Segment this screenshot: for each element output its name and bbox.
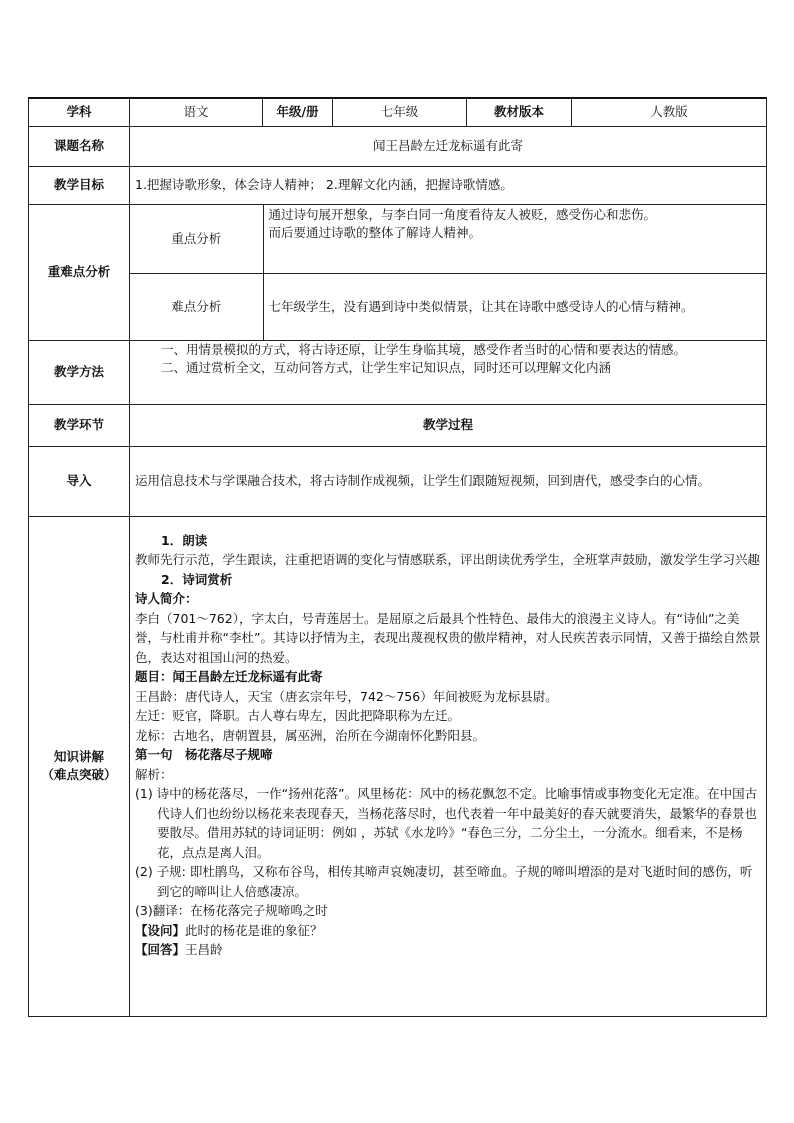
- focus-line-1: 通过诗句展开想象，与李白同一角度看待友人被贬，感受伤心和悲伤。: [268, 206, 657, 222]
- method-line-1: 一、用情景模拟的方式，将古诗还原，让学生身临其境，感受作者当时的心情和要表达的情感。: [161, 341, 687, 357]
- methods-label: 教学方法: [29, 340, 130, 404]
- zuoqian-note: 左迁：贬官，降职。古人尊右卑左，因此把降职称为左迁。: [135, 708, 461, 723]
- grade-value: 七年级: [333, 98, 467, 126]
- intro-row: [29, 446, 767, 516]
- intro-label: 导入: [29, 446, 130, 516]
- answer-tag: 【回答】: [135, 942, 186, 957]
- analysis-label: 解析：: [135, 766, 173, 782]
- process-label: 教学过程: [130, 404, 767, 446]
- methods-row: [29, 340, 767, 404]
- key-points-row: [29, 204, 767, 340]
- answer: [135, 940, 761, 960]
- subject-value: 语文: [130, 98, 263, 126]
- reading-text: 教师先行示范，学生跟读，注重把语调的变化与情感联系，评出朗读优秀学生，全班掌声鼓励，激发学生学习兴趣: [135, 552, 761, 567]
- knowledge-label-line-1: 知识讲解: [53, 749, 104, 764]
- difficulty-text: 七年级学生，没有遇到诗中类似情景，让其在诗歌中感受诗人的心情与精神。: [268, 298, 694, 314]
- goals-row: [29, 166, 767, 204]
- reading-title: 1．朗读: [161, 532, 208, 548]
- knowledge-row: [29, 516, 767, 1016]
- wang-changling-note: 王昌龄：唐代诗人，天宝（唐玄宗年号，742～756）年间被贬为龙标县尉。: [135, 688, 558, 704]
- appreciation-title: 2．诗词赏析: [161, 571, 233, 587]
- key-points-inner: [130, 205, 766, 340]
- line-one-title: 第一句 杨花落尽子规啼: [135, 747, 273, 762]
- longbiao-note: 龙标：古地名，唐朝置县，属巫洲，治所在今湖南怀化黔阳县。: [135, 727, 486, 743]
- question: [135, 921, 761, 941]
- topic-title: 题目：闻王昌龄左迁龙标遥有此寄: [135, 669, 323, 684]
- lesson-name-row: [29, 126, 767, 166]
- goals-label: 教学目标: [29, 166, 130, 204]
- answer-text: 王昌龄: [185, 942, 223, 957]
- methods-text: [130, 340, 767, 404]
- poet-text: 李白（701～762），字太白，号青莲居士。是屈原之后最具个性特色、最伟大的浪漫主义诗人。有“诗仙”之美誉，与杜甫并称“李杜”。其诗以抒情为主，表现出蔑视权贵的傲岸精神，对人民疾苦表示同情，又善于描绘自然景色，表达对祖国山河的热爱。: [135, 610, 761, 665]
- lesson-name-label: 课题名称: [29, 126, 130, 166]
- lesson-name-value: 闻王昌龄左迁龙标遥有此寄: [130, 126, 767, 166]
- difficulty-label: 难点分析: [130, 274, 263, 340]
- poet-title: 诗人简介：: [135, 591, 198, 606]
- method-line-2: 二、通过赏析全文，互动问答方式，让学生牢记知识点，同时还可以理解文化内涵: [161, 359, 612, 375]
- knowledge-label: [29, 516, 130, 1016]
- grade-label: 年级/册: [263, 98, 333, 126]
- goals-value: 1.把握诗歌形象，体会诗人精神； 2.理解文化内涵，把握诗歌情感。: [130, 166, 767, 204]
- stage-label: 教学环节: [29, 404, 130, 446]
- analysis-item-2: (2) 子规: 即杜鹃鸟，又称布谷鸟，相传其啼声哀婉凄切，甚至啼血。子规的啼叫増添的是对飞逝时间的感伤，听到它的啼叫让人倍感凄凉。: [135, 864, 753, 899]
- question-tag: 【设问】: [135, 922, 186, 938]
- lesson-plan-table: [28, 97, 767, 1017]
- header-row: [29, 98, 767, 126]
- edition-label: 教材版本: [467, 98, 572, 126]
- key-points-label: 重难点分析: [29, 204, 130, 340]
- focus-label: 重点分析: [130, 205, 263, 274]
- lesson-plan-page: [28, 97, 766, 1017]
- question-text: 此时的杨花是谁的象征？: [185, 922, 323, 938]
- process-header-row: [29, 404, 767, 446]
- subject-label: 学科: [29, 98, 130, 126]
- focus-text: [263, 205, 766, 274]
- edition-value: 人教版: [572, 98, 767, 126]
- intro-text: 运用信息技术与学课融合技术，将古诗制作成视频，让学生们跟随短视频，回到唐代，感受李白的心情。: [130, 446, 767, 516]
- knowledge-content: [130, 516, 767, 1016]
- knowledge-label-line-2: （难点突破）: [41, 767, 117, 782]
- analysis-item-1: (1) 诗中的杨花落尽，一作“扬州花落”。风里杨花：风中的杨花飘忽不定。比喻事情或事物变化无定准。在中国古代诗人们也纷纷以杨花来表现春天，当杨花落尽时，也代表着一年中最美好的春天就要消失，最繁华的春景也要散尽。借用苏轼的诗词证明：例如 ，苏轼《水龙吟》“春色三分，二分尘土，一分流水。细看来，不是杨花，点点是离人泪。: [135, 786, 758, 860]
- analysis-item-3: (3)翻译：在杨花落完子规啼鸣之时: [135, 903, 328, 918]
- focus-line-2: 而后要通过诗歌的整体了解诗人精神。: [268, 224, 482, 240]
